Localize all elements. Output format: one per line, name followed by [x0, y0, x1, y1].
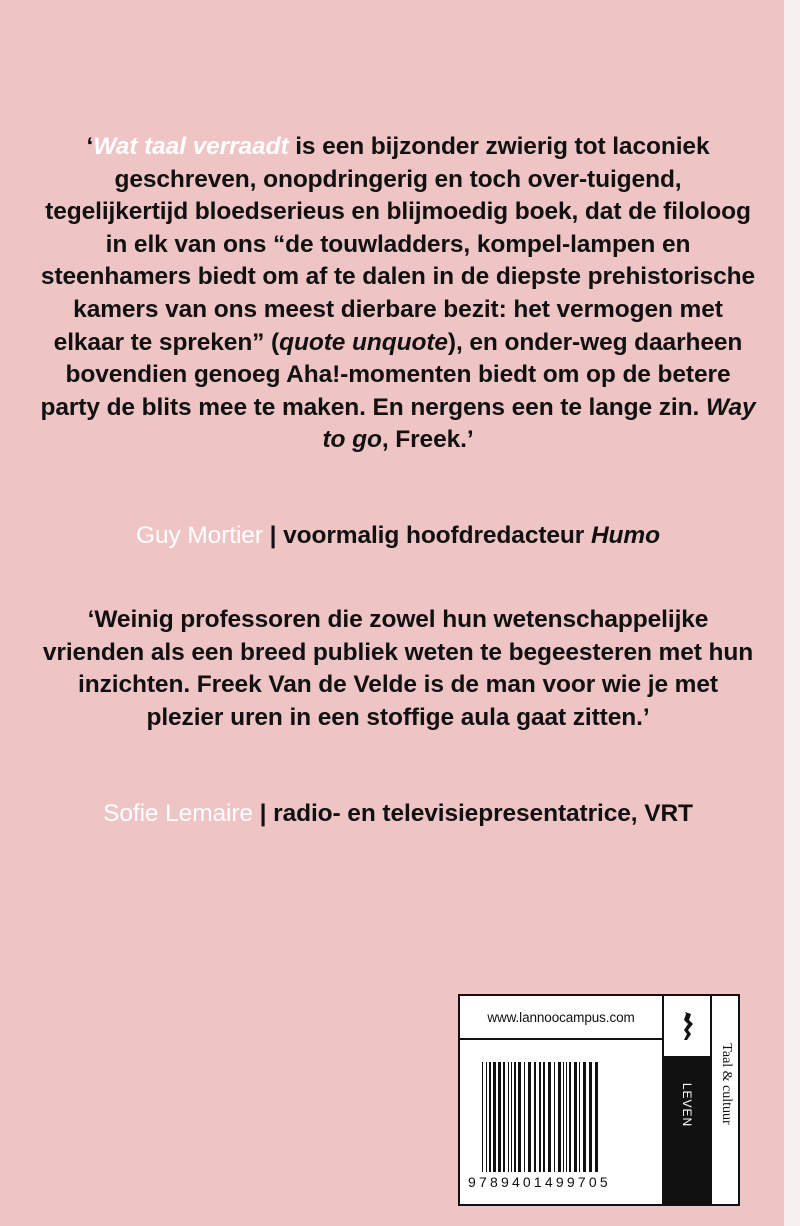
barcode-bar — [595, 1062, 598, 1172]
review-attribution-2 — [40, 798, 756, 831]
series-label-block — [664, 1056, 710, 1204]
reviewer-role-italic: Humo — [590, 522, 660, 549]
barcode-bar — [534, 1062, 536, 1172]
divider — [710, 996, 712, 1204]
barcode-bar — [579, 1062, 580, 1172]
book-title: Wat taal verraadt — [93, 133, 289, 160]
barcode-bar — [574, 1062, 577, 1172]
barcode — [480, 1062, 648, 1172]
reviewer-name: Guy Mortier — [136, 522, 263, 549]
isbn-number: 9789401499705 — [468, 1174, 611, 1190]
barcode-bar — [539, 1062, 541, 1172]
attribution-separator: | — [262, 522, 284, 549]
barcode-bar — [563, 1062, 564, 1172]
barcode-bar — [554, 1062, 555, 1172]
barcode-bar — [569, 1062, 571, 1172]
barcode-bar — [518, 1062, 521, 1172]
barcode-bar — [524, 1062, 525, 1172]
barcode-bar — [566, 1062, 567, 1172]
barcode-bar — [514, 1062, 516, 1172]
divider — [460, 1038, 662, 1040]
review-attribution-1 — [40, 520, 756, 553]
page-edge — [784, 0, 800, 1226]
reviewer-name: Sofie Lemaire — [103, 800, 253, 827]
publisher-info-box — [458, 994, 740, 1206]
barcode-bar — [489, 1062, 491, 1172]
publisher-url[interactable]: www.lannoocampus.com — [487, 1009, 635, 1025]
reviewer-role: voormalig hoofdredacteur — [283, 522, 591, 549]
quote-text: ‘Weinig professoren die zowel hun wetenschappelijke vrienden als een breed publiek weten te begeesteren met hun inzichten. Freek Van de Velde is de man voor wie je met plezier uren in een stoffige aula gaat zitten.’ — [42, 606, 754, 731]
barcode-bar — [511, 1062, 512, 1172]
attribution-separator: | — [252, 800, 274, 827]
quote-text: , Freek.’ — [381, 426, 474, 454]
series-label: LEVEN — [680, 1082, 694, 1128]
barcode-bar — [486, 1062, 487, 1172]
barcode-bar — [548, 1062, 551, 1172]
barcode-bar — [589, 1062, 592, 1172]
quote-open-mark: ‘ — [86, 133, 94, 160]
genre-label: Taal & cultuur — [719, 1043, 734, 1125]
barcode-bar — [543, 1062, 545, 1172]
quote-text: ), en onder-weg daarheen bovendien genoeg Aha!-momenten biedt om op de betere party de blits mee te maken. En nergens een te lange zin. — [40, 328, 743, 421]
barcode-bar — [482, 1062, 483, 1172]
lannoo-flag-icon — [664, 996, 710, 1056]
barcode-bar — [493, 1062, 496, 1172]
quote-italic-phrase: Way to go — [322, 393, 756, 454]
quote-text: is een bijzonder zwierig tot laconiek geschreven, onopdringerig en toch over-tuigend, tegelijkertijd bloedserieus en blijmoedig boek, dat de filoloog in elk van ons “de touwladders, kompel-lampen en steenhamers biedt om af te dalen in de diepste prehistorische kamers van ons meest dierbare bezit: het vermogen met elkaar te spreken” ( — [40, 133, 756, 356]
review-quote-2 — [40, 604, 756, 734]
quote-italic-phrase: quote unquote — [279, 328, 448, 356]
barcode-bar — [498, 1062, 501, 1172]
barcode-bar — [583, 1062, 586, 1172]
barcode-bar — [528, 1062, 531, 1172]
review-quote-1 — [40, 131, 756, 457]
barcode-bar — [558, 1062, 561, 1172]
barcode-bar — [503, 1062, 505, 1172]
barcode-bar — [508, 1062, 509, 1172]
reviewer-role: radio- en televisiepresentatrice, VRT — [273, 800, 693, 827]
